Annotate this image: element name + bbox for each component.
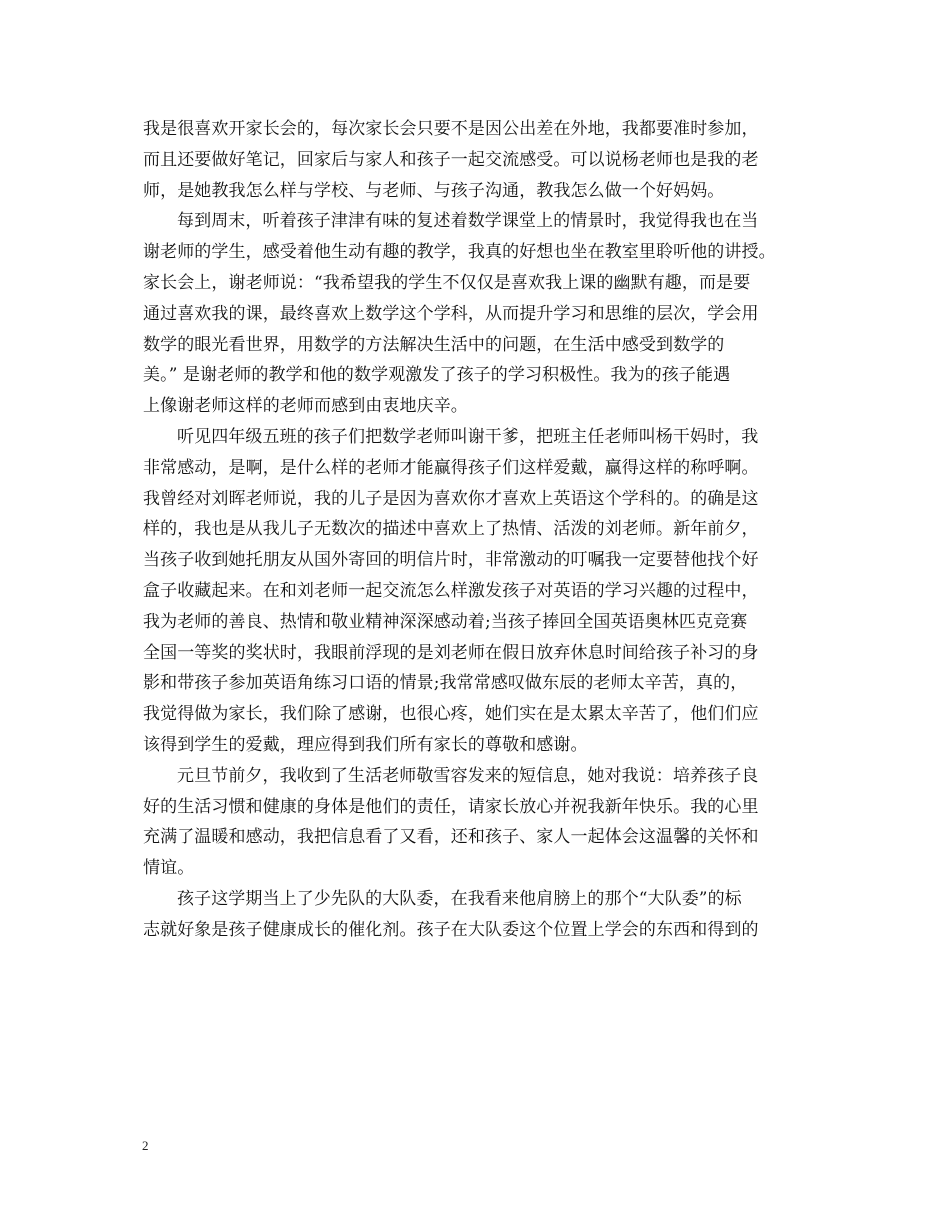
text-line: 样的，我也是从我儿子无数次的描述中喜欢上了热情、活泼的刘老师。新年前夕， bbox=[143, 519, 759, 540]
text-line: 盒子收藏起来。在和刘老师一起交流怎么样激发孩子对英语的学习兴趣的过程中， bbox=[143, 580, 759, 601]
text-line: 通过喜欢我的课，最终喜欢上数学这个学科，从而提升学习和思维的层次，学会用 bbox=[143, 303, 759, 324]
text-line: 我觉得做为家长，我们除了感谢，也很心疼，她们实在是太累太辛苦了，他们们应 bbox=[143, 704, 759, 725]
text-line: 影和带孩子参加英语角练习口语的情景;我常常感叹做东辰的老师太辛苦，真的， bbox=[143, 673, 748, 694]
text-line: 充满了温暖和感动，我把信息看了又看，还和孩子、家人一起体会这温馨的关怀和 bbox=[143, 827, 759, 848]
text-line: 家长会上，谢老师说：“我希望我的学生不仅仅是喜欢我上课的幽默有趣，而是要 bbox=[143, 272, 751, 293]
body-text bbox=[143, 114, 815, 946]
text-line: 美。” 是谢老师的教学和他的数学观激发了孩子的学习积极性。我为的孩子能遇 bbox=[143, 365, 731, 386]
text-line: 当孩子收到她托朋友从国外寄回的明信片时，非常激动的叮嘱我一定要替他找个好 bbox=[143, 550, 759, 571]
text-line: 我曾经对刘晖老师说，我的儿子是因为喜欢你才喜欢上英语这个学科的。的确是这 bbox=[143, 488, 759, 509]
text-line: 元旦节前夕，我收到了生活老师敬雪容发来的短信息，她对我说：培养孩子良 bbox=[177, 765, 759, 786]
text-line: 听见四年级五班的孩子们把数学老师叫谢干爹，把班主任老师叫杨干妈时，我 bbox=[177, 426, 759, 447]
text-line: 数学的眼光看世界，用数学的方法解决生活中的问题，在生活中感受到数学的 bbox=[143, 334, 725, 355]
text-line: 上像谢老师这样的老师而感到由衷地庆辛。 bbox=[143, 396, 468, 417]
text-line: 孩子这学期当上了少先队的大队委，在我看来他肩膀上的那个“大队委”的标 bbox=[177, 888, 742, 909]
text-line: 我为老师的善良、热情和敬业精神深深感动着;当孩子捧回全国英语奥林匹克竞赛 bbox=[143, 611, 748, 632]
text-line: 师，是她教我怎么样与学校、与老师、与孩子沟通，教我怎么做一个好妈妈。 bbox=[143, 180, 725, 201]
text-line: 好的生活习惯和健康的身体是他们的责任，请家长放心并祝我新年快乐。我的心里 bbox=[143, 796, 759, 817]
text-line: 谢老师的学生，感受着他生动有趣的教学，我真的好想也坐在教室里聆听他的讲授。 bbox=[143, 242, 776, 263]
text-line: 志就好象是孩子健康成长的催化剂。孩子在大队委这个位置上学会的东西和得到的 bbox=[143, 919, 759, 940]
text-line: 非常感动，是啊，是什么样的老师才能赢得孩子们这样爱戴，赢得这样的称呼啊。 bbox=[143, 457, 759, 478]
text-line: 情谊。 bbox=[143, 858, 195, 879]
text-line: 全国一等奖的奖状时，我眼前浮现的是刘老师在假日放弃休息时间给孩子补习的身 bbox=[143, 642, 759, 663]
text-line: 每到周末，听着孩子津津有味的复述着数学课堂上的情景时，我觉得我也在当 bbox=[177, 211, 759, 232]
text-line: 而且还要做好笔记，回家后与家人和孩子一起交流感受。可以说杨老师也是我的老 bbox=[143, 149, 759, 170]
page-number: 2 bbox=[142, 1138, 149, 1153]
text-line: 我是很喜欢开家长会的，每次家长会只要不是因公出差在外地，我都要准时参加， bbox=[143, 119, 759, 139]
text-line: 该得到学生的爱戴，理应得到我们所有家长的尊敬和感谢。 bbox=[143, 734, 588, 755]
